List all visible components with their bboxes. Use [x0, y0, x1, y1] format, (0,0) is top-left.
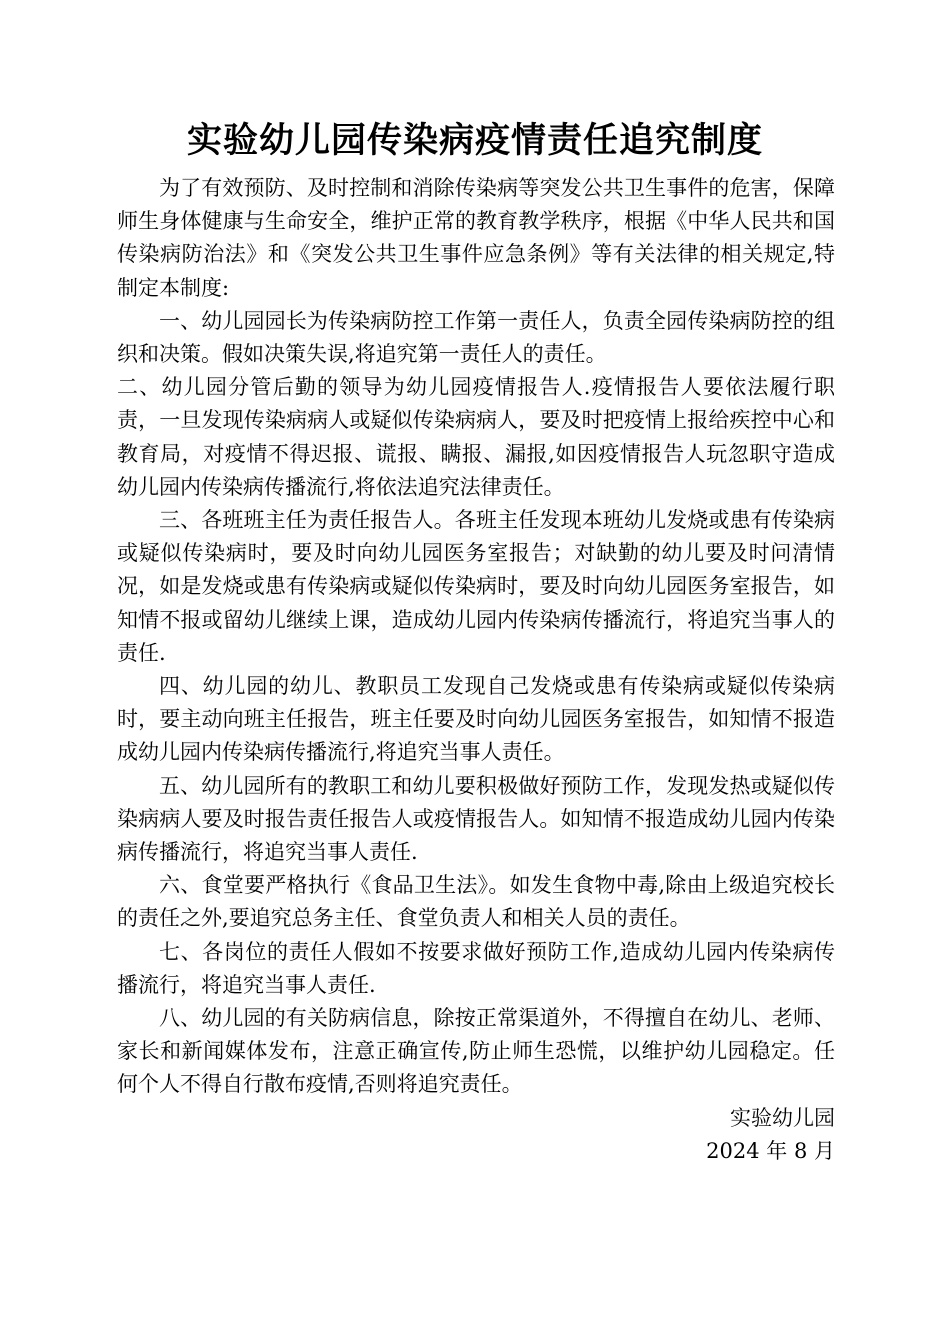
- clause-7-paragraph: 七、各岗位的责任人假如不按要求做好预防工作,造成幼儿园内传染病传播流行，将追究当事人责任.: [117, 939, 835, 997]
- clause-3-paragraph: 三、各班班主任为责任报告人。各班主任发现本班幼儿发烧或患有传染病或疑似传染病时，要及时向幼儿园医务室报告；对缺勤的幼儿要及时问清情况，如是发烧或患有传染病或疑似传染病时，要及时向幼儿园医务室报告，如知情不报或留幼儿继续上课，造成幼儿园内传染病传播流行，将追究当事人的责任.: [117, 508, 835, 665]
- clause-4-paragraph: 四、幼儿园的幼儿、教职员工发现自己发烧或患有传染病或疑似传染病时，要主动向班主任报告，班主任要及时向幼儿园医务室报告，如知情不报造成幼儿园内传染病传播流行,将追究当事人责任。: [117, 674, 835, 765]
- clause-6-paragraph: 六、食堂要严格执行《食品卫生法》。如发生食物中毒,除由上级追究校长的责任之外,要追究总务主任、食堂负责人和相关人员的责任。: [117, 873, 835, 931]
- clause-5-paragraph: 五、幼儿园所有的教职工和幼儿要积极做好预防工作，发现发热或疑似传染病病人要及时报告责任报告人或疫情报告人。如知情不报造成幼儿园内传染病传播流行，将追究当事人责任.: [117, 773, 835, 865]
- signature-date: 2024 年 8 月: [706, 1138, 835, 1163]
- document-body: [117, 172, 835, 1168]
- clause-8-paragraph: 八、幼儿园的有关防病信息，除按正常渠道外，不得擅自在幼儿、老师、家长和新闻媒体发布，注意正确宣传,防止师生恐慌，以维护幼儿园稳定。任何个人不得自行散布疫情,否则将追究责任。: [117, 1006, 835, 1097]
- clause-2-paragraph: 二、幼儿园分管后勤的领导为幼儿园疫情报告人.疫情报告人要依法履行职责，一旦发现传染病病人或疑似传染病病人，要及时把疫情上报给疾控中心和教育局，对疫情不得迟报、谎报、瞒报、漏报,如因疫情报告人玩忽职守造成幼儿园内传染病传播流行,将依法追究法律责任。: [117, 375, 835, 499]
- clause-1-paragraph: 一、幼儿园园长为传染病防控工作第一责任人，负责全园传染病防控的组织和决策。假如决策失误,将追究第一责任人的责任。: [117, 308, 835, 367]
- preamble-paragraph: 为了有效预防、及时控制和消除传染病等突发公共卫生事件的危害，保障师生身体健康与生命安全，维护正常的教育教学秩序，根据《中华人民共和国传染病防治法》和《突发公共卫生事件应急条例》等有关法律的相关规定,特制定本制度:: [117, 176, 835, 300]
- signature-organization: 实验幼儿园: [730, 1105, 835, 1130]
- document-title: 实验幼儿园传染病疫情责任追究制度: [186, 120, 763, 161]
